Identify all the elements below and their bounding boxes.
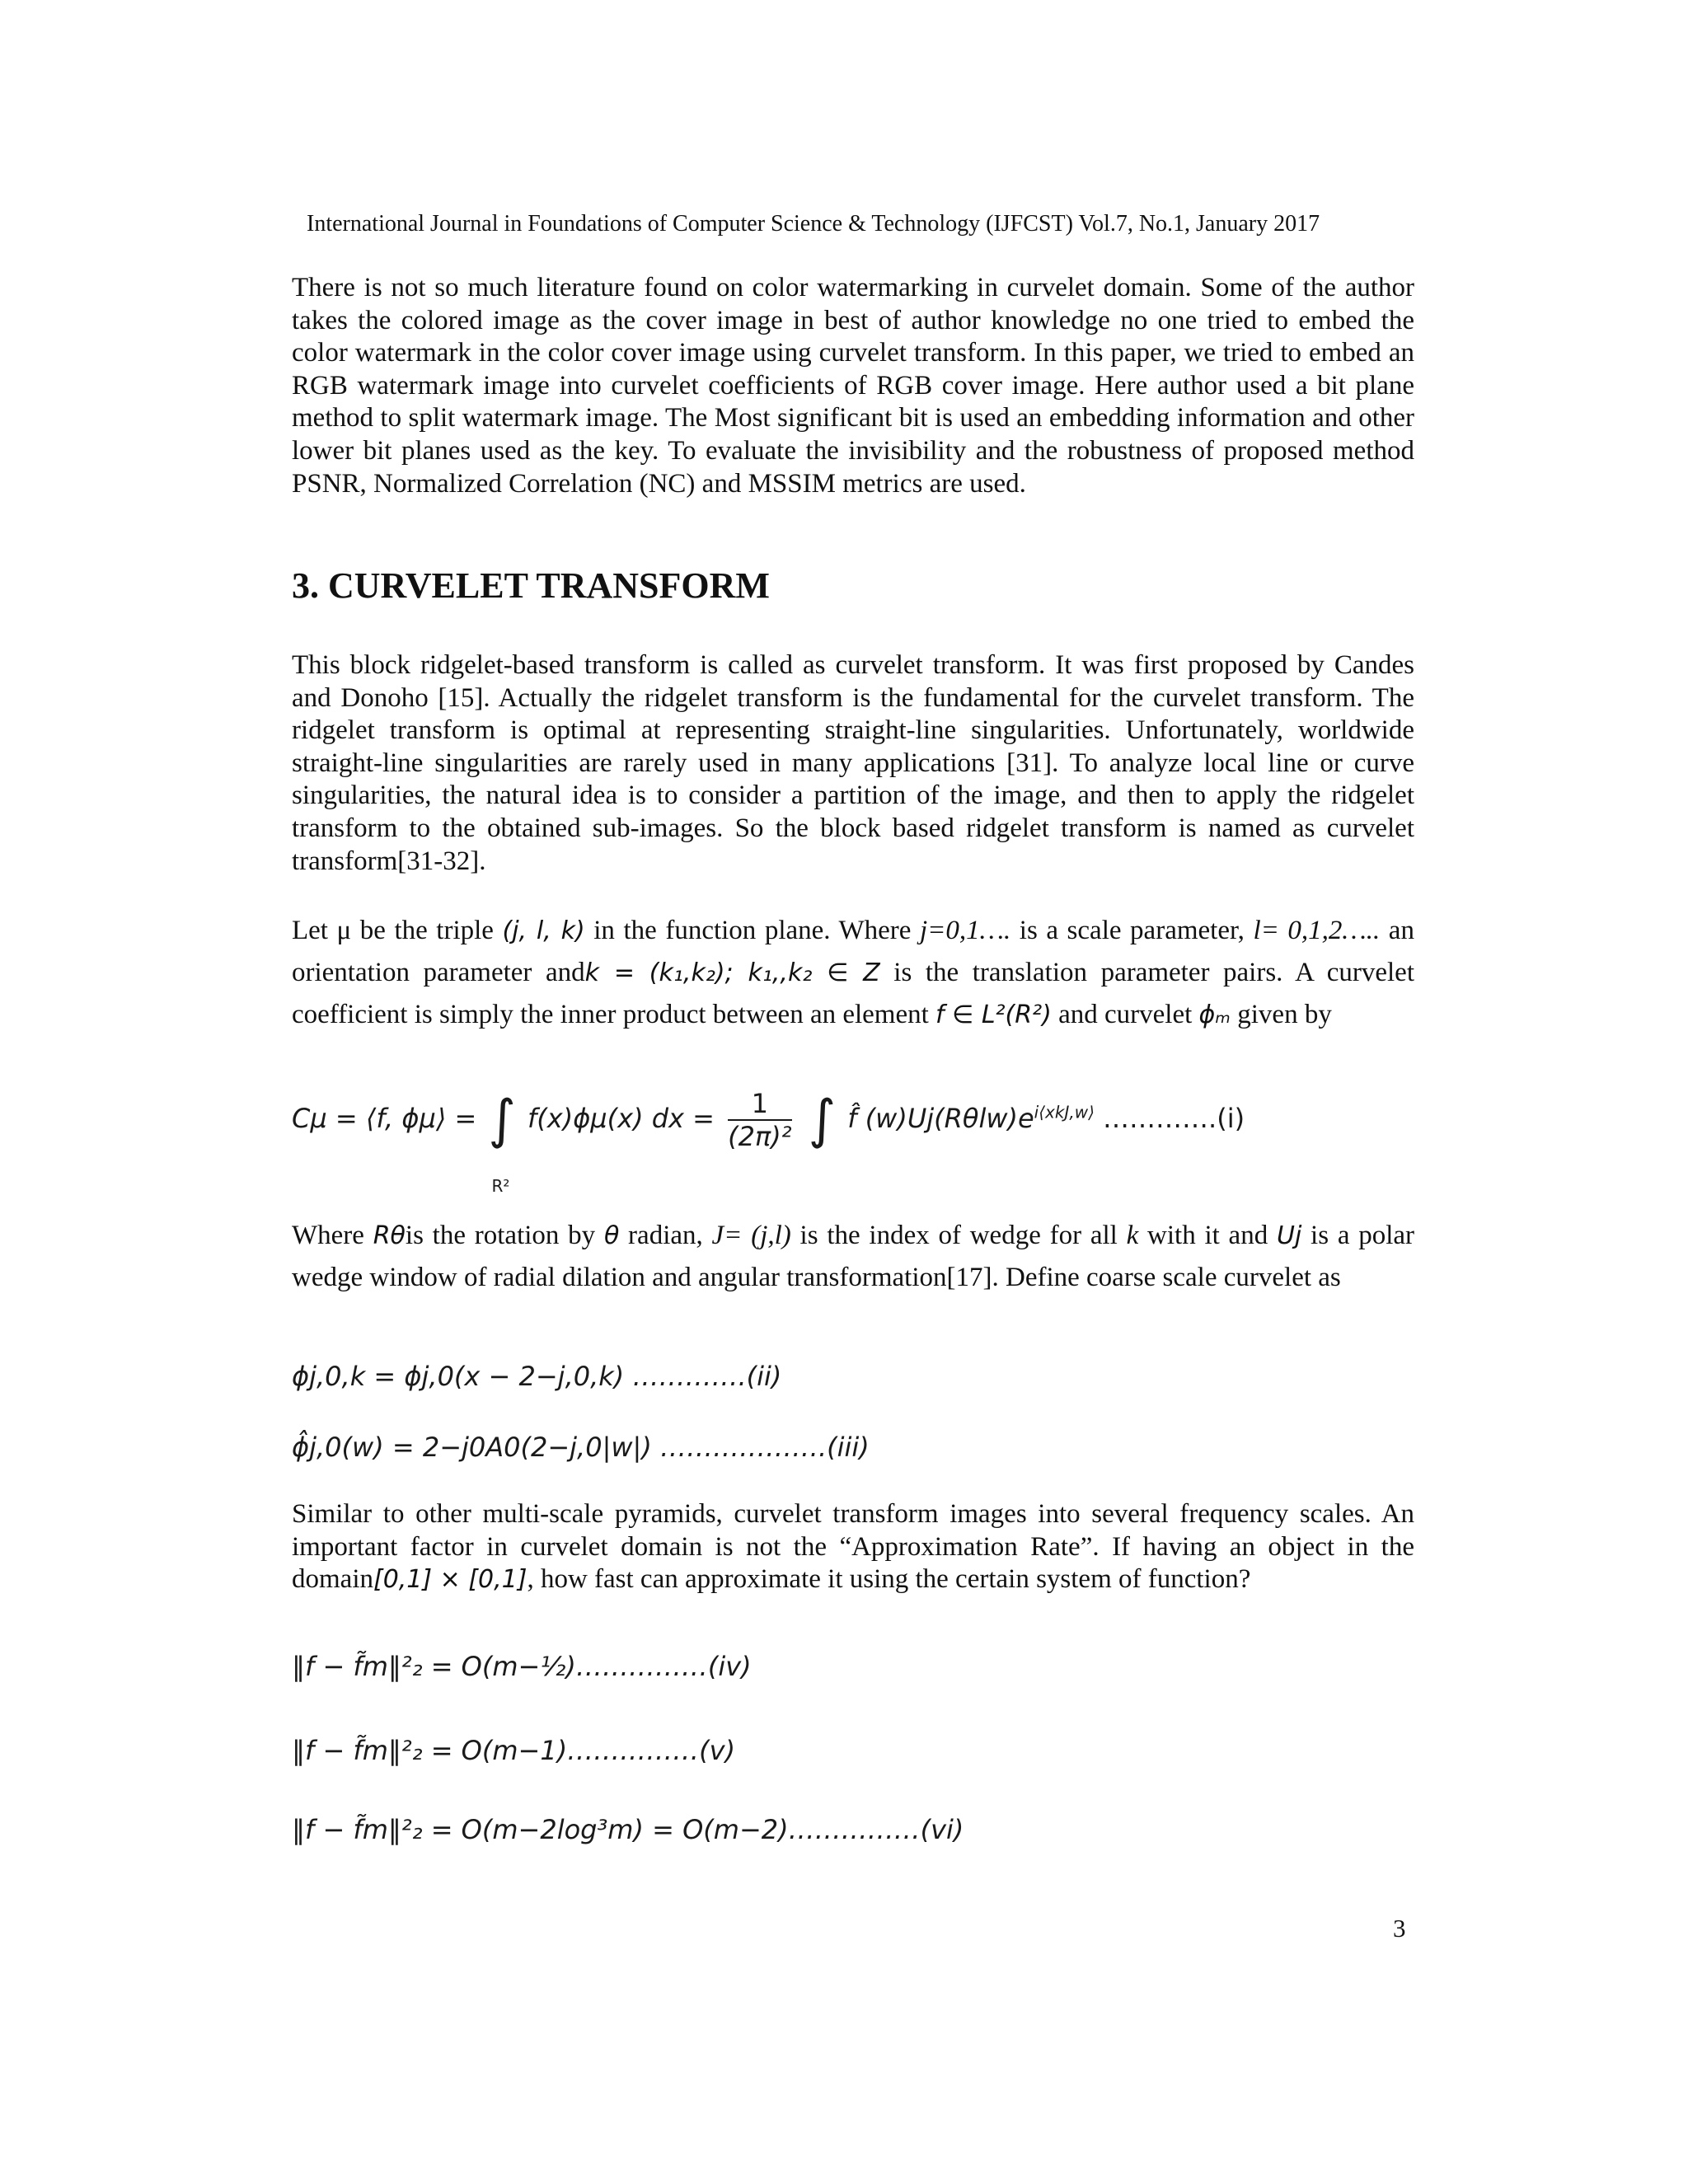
- section-heading: [292, 565, 770, 607]
- text-run: an orientation parameter and: [292, 916, 1414, 987]
- text-run: Where: [292, 1221, 373, 1250]
- equation-i: [292, 1088, 1245, 1196]
- where-paragraph: [292, 1215, 1414, 1298]
- text-run: is the translation parameter pairs. A curvelet coefficient is simply the inner product between an element: [292, 958, 1414, 1029]
- text-run: is a polar wedge window of radial dilation and angular transformation[17]. Define coarse scale curvelet as: [292, 1221, 1415, 1292]
- text-run: Let μ be the triple: [292, 916, 503, 945]
- math-run: Uj: [1276, 1221, 1302, 1250]
- math-run: (j, l, k): [502, 916, 585, 945]
- text-run: Similar to other multi-scale pyramids, curvelet transform images into several frequency scales. An important factor in curvelet domain is not the “Approximation Rate”. If having an object in the domain: [292, 1499, 1414, 1595]
- text-run: given by: [1231, 1000, 1332, 1029]
- math-run: J= (j,l): [711, 1221, 791, 1250]
- page-number: 3: [1393, 1914, 1406, 1943]
- text-run: in the function plane. Where: [584, 916, 920, 945]
- eq-i-integrand: f(x)ϕμ(x) dx =: [528, 1103, 715, 1134]
- text-run: is the index of wedge for all: [790, 1221, 1127, 1250]
- section-title: . CURVELET TRANSFORM: [310, 565, 770, 606]
- math-run: [0,1] × [0,1]: [373, 1565, 528, 1595]
- math-run: ϕₘ: [1198, 1001, 1231, 1029]
- eq-i-exponent: i⟨xkJ,w⟩: [1034, 1102, 1095, 1122]
- text-run: with it and: [1138, 1221, 1277, 1250]
- equation-vi: ‖f − f̃m‖²₂ = O(m−2log³m) = O(m−2)……………(vi): [292, 1814, 964, 1845]
- math-run: k = (k₁,k₂); k₁,,k₂ ∈ Z: [584, 958, 880, 987]
- section-number: 3: [292, 565, 310, 606]
- equation-v: ‖f − f̃m‖²₂ = O(m−1)……………(v): [292, 1735, 736, 1766]
- text-run: is a scale parameter,: [1010, 916, 1254, 945]
- eq-i-fraction: [728, 1088, 791, 1152]
- eq-i-tag: ………….(i): [1094, 1103, 1245, 1134]
- intro-paragraph: There is not so much literature found on color watermarking in curvelet domain. Some of the author takes the colored image as the cover image in best of author knowledge no one tried to embed the color watermark in the color cover image using curvelet transform. In this paper, we tried to embed an RGB watermark image into curvelet coefficients of RGB cover image. Here author used a bit plane method to split watermark image. The Most significant bit is used an embedding information and other lower bit planes used as the key. To evaluate the invisibility and the robustness of proposed method PSNR, Normalized Correlation (NC) and MSSIM metrics are used.: [292, 273, 1414, 499]
- text-run: is the rotation by: [405, 1221, 604, 1250]
- triple-paragraph: [292, 910, 1414, 1036]
- text-run: and curvelet: [1051, 1000, 1199, 1029]
- fraction-denominator: (2π)²: [728, 1121, 792, 1152]
- fraction-numerator: 1: [728, 1088, 791, 1121]
- integral-sign: ∫ R²: [489, 1104, 516, 1137]
- integral-sign: ∫: [808, 1090, 837, 1151]
- similar-paragraph: [292, 1498, 1414, 1596]
- eq-i-lhs: Cμ = ⟨f, ϕμ⟩ =: [292, 1103, 477, 1134]
- math-run: Rθ: [373, 1221, 406, 1250]
- equation-iv: ‖f − f̃m‖²₂ = O(m−½)……………(iv): [292, 1651, 752, 1682]
- math-run: l= 0,1,2…..: [1253, 916, 1381, 945]
- math-run: j=0,1….: [919, 916, 1011, 945]
- text-run: , how fast can approximate it using the certain system of function?: [527, 1564, 1251, 1595]
- equation-ii: ϕj,0,k = ϕj,0(x − 2−j,0,k) ………….(ii): [292, 1361, 782, 1392]
- equation-iii: ϕ̂j,0(w) = 2−j0A0(2−j,0|w|) ……………….(iii): [292, 1432, 870, 1463]
- eq-i-rhs: f̂ (w)Uj(Rθlw)e: [847, 1103, 1034, 1134]
- integral-limit: R²: [491, 1176, 510, 1196]
- math-run: θ: [603, 1221, 620, 1250]
- running-header: International Journal in Foundations of Computer Science & Technology (IJFCST) Vol.7, No.1, January 2017: [307, 211, 1320, 237]
- math-run: k: [1126, 1221, 1139, 1250]
- math-run: f ∈ L²(R²): [935, 1001, 1052, 1029]
- curvelet-paragraph: This block ridgelet-based transform is called as curvelet transform. It was first proposed by Candes and Donoho [15]. Actually the ridgelet transform is the fundamental for the curvelet transform. The ridgelet transform is optimal at representing straight-line singularities. Unfortunately, worldwide straight-line singularities are rarely used in many applications [31]. To analyze local line or curve singularities, the natural idea is to consider a partition of the image, and then to apply the ridgelet transform to the obtained sub-images. So the block based ridgelet transform is named as curvelet transform[31-32].: [292, 650, 1414, 876]
- text-run: radian,: [619, 1221, 712, 1250]
